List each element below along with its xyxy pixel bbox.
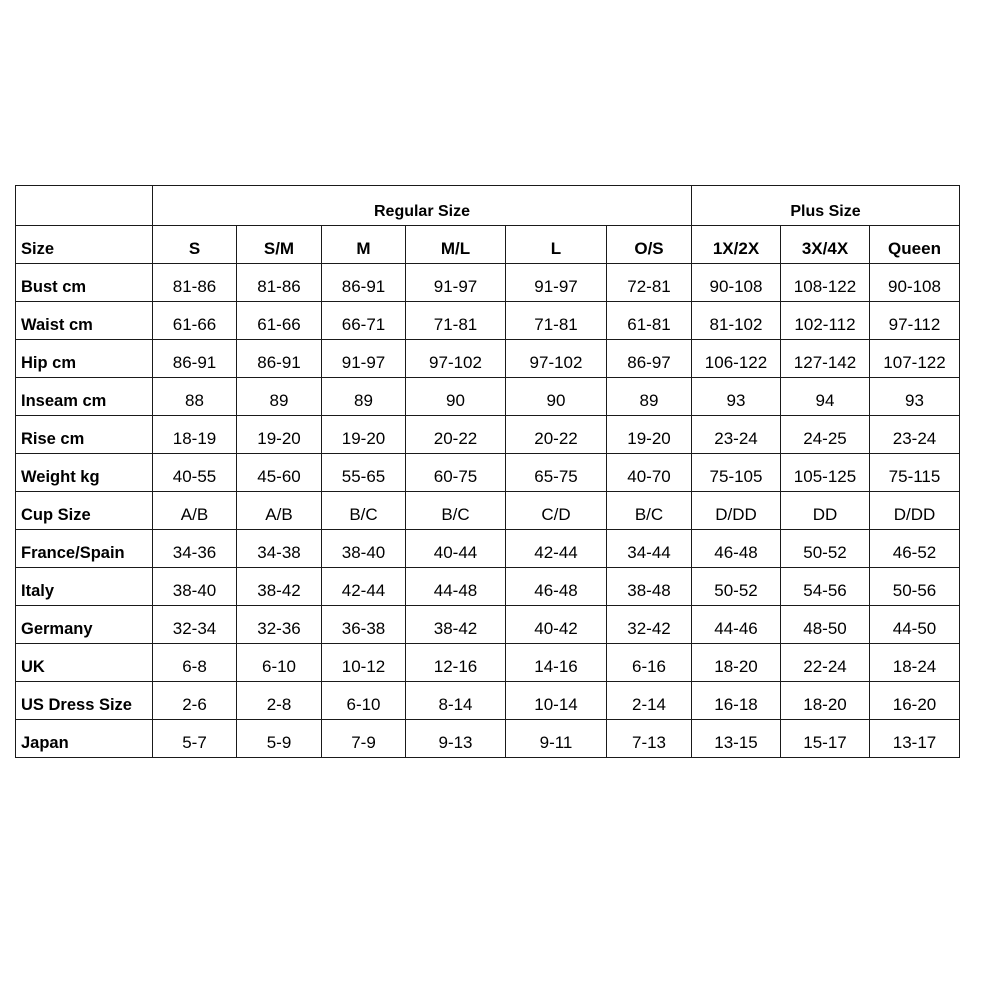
size-header-cell: S	[153, 226, 237, 264]
row-label: Waist cm	[16, 302, 153, 340]
size-header-cell: S/M	[237, 226, 322, 264]
table-row	[16, 606, 960, 644]
table-cell: 97-112	[870, 302, 960, 340]
table-cell: 90-108	[692, 264, 781, 302]
table-cell: 50-56	[870, 568, 960, 606]
table-cell: 72-81	[607, 264, 692, 302]
table-cell: A/B	[237, 492, 322, 530]
table-row	[16, 454, 960, 492]
table-row	[16, 568, 960, 606]
table-cell: 86-97	[607, 340, 692, 378]
row-label: Bust cm	[16, 264, 153, 302]
table-cell: 32-34	[153, 606, 237, 644]
table-cell: B/C	[607, 492, 692, 530]
table-cell: 90	[406, 378, 506, 416]
table-cell: 91-97	[322, 340, 406, 378]
table-cell: 40-42	[506, 606, 607, 644]
table-cell: 19-20	[322, 416, 406, 454]
table-cell: 89	[237, 378, 322, 416]
table-cell: 54-56	[781, 568, 870, 606]
table-cell: 88	[153, 378, 237, 416]
table-cell: 34-38	[237, 530, 322, 568]
table-row	[16, 530, 960, 568]
table-cell: DD	[781, 492, 870, 530]
table-cell: 94	[781, 378, 870, 416]
plus-size-group-header: Plus Size	[692, 186, 960, 226]
table-row	[16, 644, 960, 682]
table-cell: 18-20	[781, 682, 870, 720]
table-cell: 32-36	[237, 606, 322, 644]
table-cell: 40-55	[153, 454, 237, 492]
table-cell: 93	[692, 378, 781, 416]
table-cell: 23-24	[692, 416, 781, 454]
group-header-row	[16, 186, 960, 226]
row-label: Japan	[16, 720, 153, 758]
size-chart-body	[16, 186, 960, 758]
size-header-cell: O/S	[607, 226, 692, 264]
table-cell: 108-122	[781, 264, 870, 302]
size-header-row	[16, 226, 960, 264]
table-cell: 5-9	[237, 720, 322, 758]
table-cell: 19-20	[237, 416, 322, 454]
size-header-cell: 1X/2X	[692, 226, 781, 264]
table-cell: 2-8	[237, 682, 322, 720]
row-label: Weight kg	[16, 454, 153, 492]
table-row	[16, 492, 960, 530]
table-cell: 75-105	[692, 454, 781, 492]
table-cell: 71-81	[506, 302, 607, 340]
table-row	[16, 720, 960, 758]
table-cell: 42-44	[322, 568, 406, 606]
table-cell: D/DD	[870, 492, 960, 530]
table-cell: 55-65	[322, 454, 406, 492]
table-cell: 7-9	[322, 720, 406, 758]
table-row	[16, 340, 960, 378]
table-cell: 86-91	[237, 340, 322, 378]
row-label: Inseam cm	[16, 378, 153, 416]
table-cell: 5-7	[153, 720, 237, 758]
table-cell: 89	[607, 378, 692, 416]
table-cell: 91-97	[506, 264, 607, 302]
table-cell: 91-97	[406, 264, 506, 302]
size-header-cell: M	[322, 226, 406, 264]
table-cell: C/D	[506, 492, 607, 530]
size-header-cell: 3X/4X	[781, 226, 870, 264]
table-cell: 9-11	[506, 720, 607, 758]
table-cell: 65-75	[506, 454, 607, 492]
table-cell: 75-115	[870, 454, 960, 492]
table-cell: 106-122	[692, 340, 781, 378]
row-label: Germany	[16, 606, 153, 644]
row-label: UK	[16, 644, 153, 682]
table-cell: 107-122	[870, 340, 960, 378]
table-cell: 48-50	[781, 606, 870, 644]
table-cell: B/C	[406, 492, 506, 530]
table-cell: 81-102	[692, 302, 781, 340]
table-cell: 10-14	[506, 682, 607, 720]
row-label: Rise cm	[16, 416, 153, 454]
table-cell: 61-66	[153, 302, 237, 340]
table-cell: 24-25	[781, 416, 870, 454]
table-cell: 16-20	[870, 682, 960, 720]
table-cell: 42-44	[506, 530, 607, 568]
table-cell: 15-17	[781, 720, 870, 758]
table-cell: 23-24	[870, 416, 960, 454]
group-header-blank	[16, 186, 153, 226]
table-cell: 6-16	[607, 644, 692, 682]
table-cell: 9-13	[406, 720, 506, 758]
table-cell: 32-42	[607, 606, 692, 644]
table-cell: 102-112	[781, 302, 870, 340]
table-cell: 44-48	[406, 568, 506, 606]
size-chart-table	[15, 185, 960, 758]
table-cell: A/B	[153, 492, 237, 530]
row-label: Hip cm	[16, 340, 153, 378]
table-cell: 105-125	[781, 454, 870, 492]
table-cell: 13-17	[870, 720, 960, 758]
table-cell: 45-60	[237, 454, 322, 492]
table-cell: 2-6	[153, 682, 237, 720]
table-cell: 89	[322, 378, 406, 416]
size-header-cell: L	[506, 226, 607, 264]
table-cell: 7-13	[607, 720, 692, 758]
row-label: Italy	[16, 568, 153, 606]
table-cell: 127-142	[781, 340, 870, 378]
table-cell: 38-40	[153, 568, 237, 606]
table-cell: 90	[506, 378, 607, 416]
table-cell: 44-50	[870, 606, 960, 644]
table-cell: 6-8	[153, 644, 237, 682]
size-header-cell: Queen	[870, 226, 960, 264]
table-cell: 8-14	[406, 682, 506, 720]
table-cell: 60-75	[406, 454, 506, 492]
table-cell: 16-18	[692, 682, 781, 720]
table-cell: 38-40	[322, 530, 406, 568]
table-cell: 34-36	[153, 530, 237, 568]
table-cell: 61-81	[607, 302, 692, 340]
table-cell: 38-42	[237, 568, 322, 606]
table-cell: 34-44	[607, 530, 692, 568]
table-cell: 50-52	[692, 568, 781, 606]
table-cell: 97-102	[506, 340, 607, 378]
table-cell: 20-22	[406, 416, 506, 454]
row-label: Cup Size	[16, 492, 153, 530]
table-cell: 2-14	[607, 682, 692, 720]
table-cell: 38-42	[406, 606, 506, 644]
table-cell: 40-70	[607, 454, 692, 492]
table-cell: 71-81	[406, 302, 506, 340]
table-cell: 86-91	[322, 264, 406, 302]
size-header-label: Size	[16, 226, 153, 264]
table-cell: 14-16	[506, 644, 607, 682]
row-label: France/Spain	[16, 530, 153, 568]
table-cell: 18-20	[692, 644, 781, 682]
table-cell: 38-48	[607, 568, 692, 606]
table-cell: 20-22	[506, 416, 607, 454]
table-row	[16, 416, 960, 454]
table-cell: 46-52	[870, 530, 960, 568]
table-cell: 44-46	[692, 606, 781, 644]
table-cell: 22-24	[781, 644, 870, 682]
table-cell: B/C	[322, 492, 406, 530]
table-cell: 81-86	[153, 264, 237, 302]
table-cell: 36-38	[322, 606, 406, 644]
table-cell: 66-71	[322, 302, 406, 340]
table-cell: 97-102	[406, 340, 506, 378]
table-cell: 12-16	[406, 644, 506, 682]
table-cell: 46-48	[692, 530, 781, 568]
regular-size-group-header: Regular Size	[153, 186, 692, 226]
table-cell: D/DD	[692, 492, 781, 530]
table-cell: 61-66	[237, 302, 322, 340]
table-cell: 6-10	[322, 682, 406, 720]
table-cell: 18-19	[153, 416, 237, 454]
table-row	[16, 264, 960, 302]
table-cell: 81-86	[237, 264, 322, 302]
table-cell: 40-44	[406, 530, 506, 568]
table-cell: 10-12	[322, 644, 406, 682]
size-header-cell: M/L	[406, 226, 506, 264]
table-row	[16, 682, 960, 720]
table-row	[16, 302, 960, 340]
table-cell: 18-24	[870, 644, 960, 682]
table-cell: 86-91	[153, 340, 237, 378]
table-cell: 46-48	[506, 568, 607, 606]
table-cell: 13-15	[692, 720, 781, 758]
table-cell: 6-10	[237, 644, 322, 682]
row-label: US Dress Size	[16, 682, 153, 720]
table-cell: 50-52	[781, 530, 870, 568]
table-cell: 93	[870, 378, 960, 416]
table-row	[16, 378, 960, 416]
table-cell: 90-108	[870, 264, 960, 302]
table-cell: 19-20	[607, 416, 692, 454]
